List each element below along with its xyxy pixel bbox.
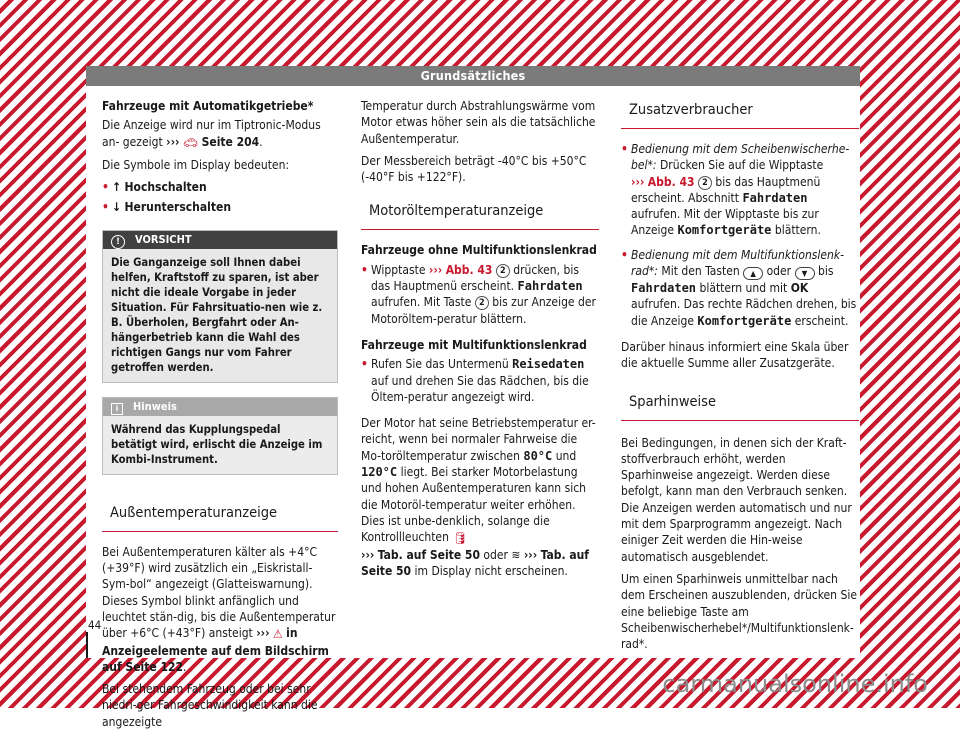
subheading-automatic: Fahrzeuge mit Automatikgetriebe*: [102, 99, 314, 113]
list-item: • Bedienung mit dem Multifunktionslenk-rad*: Mit den Tasten ▲ oder ▼ bis Fahrdaten blättern und mit OK aufrufen. Das rechte Rädchen drehen, bis die Anzeige Komfortgeräte erscheint.: [621, 247, 857, 328]
bullet-icon: •: [102, 180, 109, 195]
section-heading-saving-tips: Sparhinweise: [621, 390, 859, 421]
paragraph: Temperatur durch Abstrahlungswärme vom Motor etwas höher sein als die tatsächliche Außentemperatur.: [361, 99, 596, 146]
figure-reference-link[interactable]: Abb. 43: [445, 262, 493, 277]
oil-can-icon: 🛢︎: [452, 531, 468, 546]
page-reference-link[interactable]: in Anzeigeelemente auf dem Bildschirm auf Seite 122: [102, 626, 329, 674]
paragraph: Der Motor hat seine Betriebstemperatur er-reicht, wenn bei normaler Fahrweise die Mo-toröltemperatur zwischen 80°C und 120°C liegt. Bei starker Motorbelastung und hohen Außentemperaturen kann sich die Motoröl-temperatur weiter erhöhen. Dies ist unbe-denklich, solange die Kontrollleuchten 🛢︎ ››› Tab. auf Seite 50 oder ≋ ››› Tab. auf Seite 50 im Display nicht erscheinen.: [361, 416, 596, 578]
paragraph: Bei Außentemperaturen kälter als +4°C (+39°F) wird zusätzlich ein „Eiskristall-Sym-bol“ angezeigt (Glatteiswarnung). Dieses Symbol blinkt anfänglich und leuchtet stän-dig, bis die Außentemperatur über +6°C (+43°F) ansteigt ››› ⚠ in Anzeigeelemente auf dem Bildschirm auf Seite 122.: [102, 544, 336, 674]
list-item: • Rufen Sie das Untermenü Reisedaten auf und drehen Sie das Rädchen, bis die Öltem-peratur angezeigt wird.: [361, 357, 589, 404]
paragraph: Bei Bedingungen, in denen sich der Kraft-stoffverbrauch erhöht, werden Sparhinweise angezeigt. Werden diese befolgt, kann man den Verbrauch senken. Die Anzeigen werden automatisch und nur mit dem Sparprogramm angezeigt. Nach einiger Zeit werden die Hin-weise automatisch ausgeblendet.: [621, 435, 852, 564]
table-reference-link[interactable]: Tab. auf Seite 50: [361, 547, 589, 578]
paragraph: Der Messbereich beträgt -40°C bis +50°C (-40°F bis +122°F).: [361, 153, 587, 185]
warning-text: Die Ganganzeige soll Ihnen dabei helfen, Kraftstoff zu sparen, ist aber nicht die ideale Vorgabe in jeder Situation. Für Fahrsituatio-nen wie z. B. Überholen, Bergfahrt oder An-hängerbetrieb kann die Wahl des richtigen Gangs nur vom Fahrer getroffen werden.: [103, 249, 337, 382]
warning-triangle-icon: ⚠: [273, 627, 283, 642]
column-2: [361, 98, 599, 585]
page-number: 44: [88, 618, 102, 632]
callout-number: 2: [475, 296, 489, 310]
section-heading-oil-temp: Motoröltemperaturanzeige: [361, 199, 599, 230]
bullet-icon: •: [102, 200, 109, 215]
list-item: • Wipptaste ››› Abb. 43 2 drücken, bis das Hauptmenü erscheint. Fahrdaten aufrufen. Mit Taste 2 bis zur Anzeige der Motoröltem-peratur blättern.: [361, 262, 596, 326]
paragraph: Bei stehendem Fahrzeug oder bei sehr niedri-ger Fahrgeschwindigkeit kann die angezeigte: [102, 682, 318, 729]
warning-header: ! VORSICHT: [103, 231, 337, 249]
callout-number: 2: [496, 264, 510, 278]
watermark: carmanualsonline.info: [662, 670, 928, 698]
warning-icon: !: [111, 235, 125, 249]
arrow-icon: ›››: [631, 174, 645, 189]
bullet-icon: •: [361, 357, 368, 372]
note-box: [102, 397, 338, 475]
page-header: Grundsätzliches: [86, 66, 860, 86]
arrow-icon: ›››: [428, 262, 443, 277]
subheading: Fahrzeuge ohne Multifunktionslenkrad: [361, 243, 597, 258]
arrow-icon: ›››: [256, 626, 270, 641]
table-reference-link[interactable]: Tab. auf Seite 50: [377, 547, 480, 562]
info-icon: i: [111, 403, 123, 415]
list-item: • Bedienung mit dem Scheibenwischerhe-bel*: Drücken Sie auf die Wipptaste ››› Abb. 43 2 bis das Hauptmenü erscheint. Abschnitt Fahrdaten aufrufen. Mit der Wipptaste bis zur Anzeige Komfortgeräte blättern.: [621, 142, 850, 238]
section-heading-outside-temp: Außentemperaturanzeige: [102, 501, 338, 532]
up-arrow-icon: ↑: [112, 180, 122, 195]
note-header: i Hinweis: [103, 398, 337, 416]
paragraph: Um einen Sparhinweis unmittelbar nach dem Erscheinen auszublenden, drücken Sie eine beliebige Taste am Scheibenwischerhebel*/Multifunktionslenk-rad*.: [621, 571, 857, 652]
arrow-icon: ›››: [361, 547, 375, 562]
car-icon: 🚗︎: [182, 135, 199, 150]
column-1: [102, 98, 338, 736]
figure-reference-link[interactable]: Abb. 43: [647, 174, 695, 189]
bullet-icon: •: [621, 142, 628, 156]
subheading: Fahrzeuge mit Multifunktionslenkrad: [361, 337, 587, 352]
bullet-icon: •: [621, 247, 628, 262]
paragraph: Die Anzeige wird nur im Tiptronic-Modus an- gezeigt ››› 🚗︎ Seite 204.: [102, 118, 321, 150]
page-number-divider: [86, 632, 88, 658]
note-text: Während das Kupplungspedal betätigt wird, erlischt die Anzeige im Kombi-Instrument.: [103, 416, 337, 474]
list-item: • ↑ Hochschalten: [102, 180, 207, 195]
warning-box: [102, 230, 338, 383]
section-heading-accessories: Zusatzverbraucher: [621, 98, 859, 129]
column-3: [621, 98, 859, 658]
arrow-icon: ›››: [166, 134, 180, 149]
coolant-icon: ≋: [511, 547, 521, 562]
arrow-icon: ›››: [523, 547, 538, 562]
page-reference-link[interactable]: Seite 204: [201, 134, 260, 149]
bullet-icon: •: [361, 262, 368, 277]
paragraph: Darüber hinaus informiert eine Skala über die aktuelle Summe aller Zusatzgeräte.: [621, 339, 849, 371]
paragraph: Die Symbole im Display bedeuten:: [102, 157, 290, 172]
scroll-up-button-icon: ▲: [743, 267, 763, 280]
scroll-down-button-icon: ▼: [795, 267, 815, 280]
list-item: • ↓ Herunterschalten: [102, 200, 232, 215]
callout-number: 2: [698, 176, 712, 190]
down-arrow-icon: ↓: [112, 200, 122, 215]
